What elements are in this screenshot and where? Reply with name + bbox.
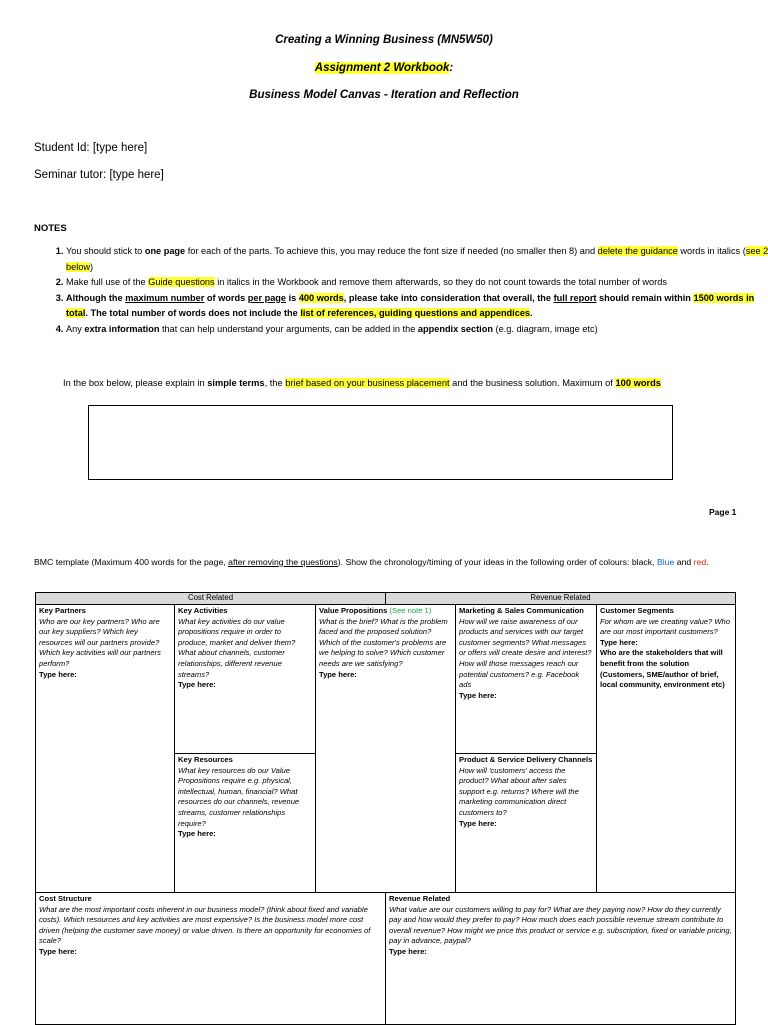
- cost-structure-type-here: Type here:: [39, 946, 77, 956]
- intro-text-a: In the box below, please explain in: [63, 378, 208, 388]
- note-3-text-i: should remain within: [596, 292, 694, 303]
- notes-heading: NOTES: [34, 223, 67, 234]
- revenue-questions: What value are our customers willing to pay for? What are they paying now? How do they currently pay and how would they prefer to pay? How much does each possible revenue stream contribute to overall revenue? How might we price this product or service e.g. subscription, fixed or variable pricing, pay in advance, paypal?: [389, 904, 732, 946]
- key-partners-questions: Who are our key partners? Who are our key suppliers? Which key resources will our partners provide? Which key activities will our partners perform?: [39, 616, 161, 668]
- intro-text-e: and the business solution. Maximum of: [449, 378, 616, 388]
- key-partners-cell[interactable]: [36, 605, 175, 893]
- key-activities-cell[interactable]: [175, 605, 316, 754]
- notes-list: [34, 244, 768, 337]
- business-model-canvas: [35, 592, 736, 1025]
- student-id-field[interactable]: [34, 142, 147, 154]
- customer-segments-title: Customer Segments: [600, 606, 674, 615]
- delivery-channels-cell[interactable]: [456, 754, 597, 893]
- seminar-tutor-label: Seminar tutor:: [34, 169, 107, 181]
- header-cost-related: Cost Related: [36, 593, 386, 605]
- note-2-guide-questions: Guide questions: [148, 277, 215, 287]
- value-propositions-title: Value Propositions: [319, 606, 388, 615]
- note-4: [66, 322, 768, 338]
- note-1-text-g: ): [90, 261, 94, 272]
- marketing-sales-questions: How will we raise awareness of our products and services with our target customer segments? What messages or offers will create desire and interest? How will those messages reach our potential customers? e.g. Facebook ads: [459, 616, 592, 690]
- note-1-one-page: one page: [144, 246, 186, 256]
- assignment-title: [0, 62, 768, 74]
- marketing-sales-type-here: Type here:: [459, 690, 497, 700]
- note-3-text-c: of words: [204, 292, 248, 303]
- intro-100: 100: [615, 378, 631, 388]
- intro-simple-terms: simple terms: [207, 378, 265, 388]
- note-1: [66, 244, 768, 275]
- header-revenue-related: Revenue Related: [386, 593, 736, 605]
- key-activities-type-here: Type here:: [178, 680, 216, 690]
- value-propositions-questions: What is the brief? What is the problem faced and the proposed solution? Which of the customer's problems are we helping to solve? Which customer needs are we satisfying?: [319, 616, 448, 668]
- note-4-text-c: that can help understand your arguments, can be added in the: [159, 323, 418, 334]
- key-activities-title: Key Activities: [178, 606, 228, 615]
- note-2-text-a: Make full use of the: [66, 277, 149, 287]
- note-3-text-m: .: [530, 308, 533, 318]
- key-resources-title: Key Resources: [178, 755, 233, 764]
- customer-segments-questions: For whom are we creating value? Who are our most important customers?: [600, 616, 730, 637]
- cost-structure-cell[interactable]: [36, 893, 386, 1025]
- revenue-title: Revenue Related: [389, 894, 451, 903]
- marketing-sales-title: Marketing & Sales Communication: [459, 606, 584, 615]
- assignment-title-colon: :: [449, 62, 454, 74]
- revenue-cell[interactable]: [386, 893, 736, 1025]
- note-1-delete-guidance: delete the guidance: [597, 246, 678, 256]
- note-3-text-e: is: [286, 292, 299, 303]
- bmc-text-c: ). Show the chronology/timing of your ideas in the following order of colours: black,: [337, 557, 657, 567]
- key-resources-questions: What key resources do our Value Propositions require e.g. physical, intellectual, human, financial? What resources do our channels, revenue streams, customer relationships require?: [178, 765, 300, 828]
- brief-instruction: [63, 378, 661, 388]
- note-4-text-e: (e.g. diagram, image etc): [492, 323, 598, 334]
- bmc-text-g: .: [706, 557, 709, 567]
- page-number: Page 1: [709, 507, 737, 517]
- intro-text-c: , the: [264, 378, 286, 388]
- marketing-sales-cell[interactable]: [456, 605, 597, 754]
- value-propositions-type-here: Type here:: [319, 669, 357, 679]
- delivery-channels-questions: How will 'customers' access the product? What about after sales support e.g. returns? Where will the marketing communication direct customers to?: [459, 765, 579, 817]
- key-partners-type-here: Type here:: [39, 669, 77, 679]
- brief-text-box[interactable]: [88, 405, 673, 480]
- bmc-instruction: [34, 556, 734, 569]
- customer-segments-type-here: Type here:: [600, 637, 638, 647]
- note-3-text-k: . The total number of words does not include the: [85, 308, 301, 318]
- key-resources-type-here: Type here:: [178, 829, 216, 839]
- note-3-400-words: 400 words: [298, 292, 344, 303]
- intro-words: words: [631, 378, 661, 388]
- note-4-text-a: Any: [66, 323, 85, 334]
- value-propositions-cell[interactable]: [316, 605, 456, 893]
- note-4-extra-information: extra information: [84, 323, 160, 334]
- note-3-maximum-number: maximum number: [125, 292, 205, 303]
- note-2-text-c: in italics in the Workbook and remove them afterwards, so they do not count towards the total number of words: [214, 277, 667, 287]
- student-id-label: Student Id:: [34, 142, 90, 154]
- key-activities-questions: What key activities do our value propositions require in order to produce, market and deliver them? What about channels, customer relationships, different revenue streams?: [178, 616, 296, 679]
- seminar-tutor-value[interactable]: [type here]: [109, 169, 164, 181]
- student-id-value[interactable]: [type here]: [92, 142, 148, 154]
- course-title: Creating a Winning Business (MN5W50): [275, 34, 493, 46]
- note-3-text-g: , please take into consideration that overall, the: [343, 292, 554, 303]
- note-3-per-page: per page: [247, 292, 287, 303]
- key-resources-cell[interactable]: [175, 754, 316, 893]
- cost-structure-questions: What are the most important costs inherent in our business model? (think about fixed and variable costs). Which resources and key activities are most expensive? Is the business model more cost driven (helping the customer save money) or value driven. Is there an opportunity for economies of scale?: [39, 904, 371, 946]
- note-4-appendix-section: appendix section: [417, 323, 493, 334]
- key-partners-title: Key Partners: [39, 606, 86, 615]
- note-2: [66, 275, 768, 291]
- note-1-see-2-below: see 2 below: [66, 246, 768, 272]
- note-3-full-report: full report: [553, 292, 597, 303]
- value-propositions-note: (See note 1): [389, 606, 432, 615]
- bmc-text-a: BMC template (Maximum 400 words for the page,: [34, 557, 229, 567]
- subtitle: Business Model Canvas - Iteration and Reflection: [249, 89, 519, 101]
- seminar-tutor-field[interactable]: [34, 169, 164, 181]
- note-3: [66, 291, 768, 322]
- bmc-text-e: and: [674, 557, 694, 567]
- bmc-after-removing: after removing the questions: [228, 557, 338, 567]
- note-3-1500-words: 1500 words in total: [66, 292, 755, 318]
- assignment-title-text: Assignment 2 Workbook: [314, 62, 450, 74]
- note-1-text-a: You should stick to: [66, 246, 145, 256]
- delivery-channels-title: Product & Service Delivery Channels: [459, 755, 593, 764]
- intro-brief-highlight: brief based on your business placement: [285, 378, 450, 388]
- delivery-channels-type-here: Type here:: [459, 818, 497, 828]
- customer-segments-stakeholders: Who are the stakeholders that will benefit from the solution (Customers, SME/author of brief, local community, environment etc): [600, 648, 725, 690]
- bmc-blue: Blue: [656, 557, 675, 567]
- bmc-red: red: [693, 557, 707, 567]
- customer-segments-cell[interactable]: [597, 605, 736, 893]
- revenue-type-here: Type here:: [389, 946, 427, 956]
- note-1-text-e: words in italics (: [677, 246, 746, 256]
- note-1-text-c: for each of the parts. To achieve this, you may reduce the font size if needed (no smaller then 8) and: [185, 246, 598, 256]
- cost-structure-title: Cost Structure: [39, 894, 92, 903]
- note-3-text-a: Although the: [66, 292, 126, 303]
- note-3-list-of-references: list of references, guiding questions and appendices: [300, 308, 531, 318]
